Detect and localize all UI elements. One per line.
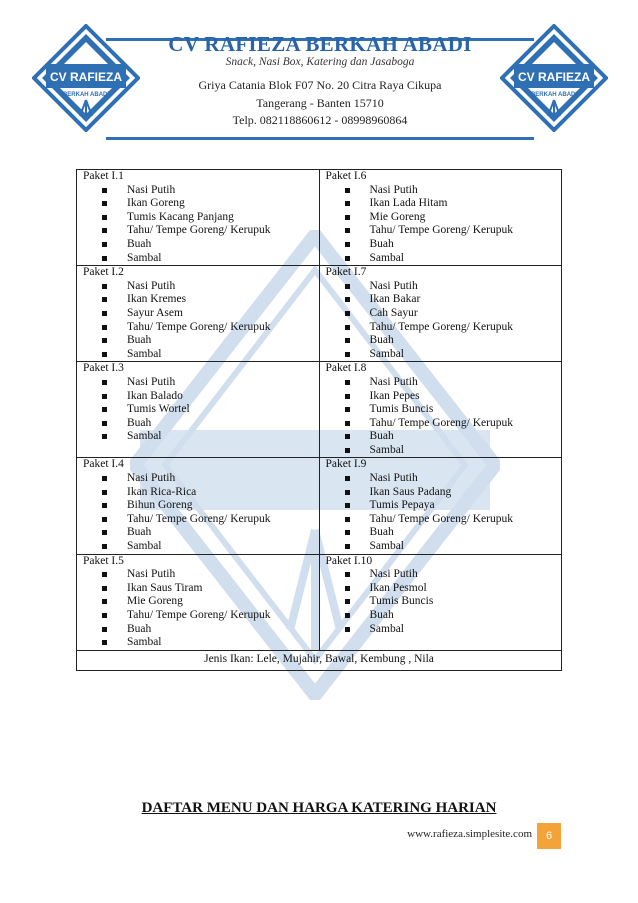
paket-item: Tahu/ Tempe Goreng/ Kerupuk	[97, 321, 319, 335]
paket-item: Ikan Saus Padang	[340, 486, 562, 500]
paket-name: Paket I.9	[325, 458, 367, 471]
paket-item: Tahu/ Tempe Goreng/ Kerupuk	[340, 224, 562, 238]
paket-item: Buah	[340, 430, 562, 444]
paket-item: Tumis Pepaya	[340, 499, 562, 513]
menu-table-body	[77, 170, 562, 671]
paket-item: Tahu/ Tempe Goreng/ Kerupuk	[97, 224, 319, 238]
company-name: CV RAFIEZA BERKAH ABADI	[168, 32, 472, 56]
paket-item: Tahu/ Tempe Goreng/ Kerupuk	[97, 609, 319, 623]
paket-item: Mie Goreng	[97, 595, 319, 609]
company-address-line2: Tangerang - Banten 15710	[256, 96, 384, 110]
paket-item: Ikan Kremes	[97, 293, 319, 307]
paket-item: Ikan Lada Hitam	[340, 197, 562, 211]
paket-item: Ikan Goreng	[97, 197, 319, 211]
paket-cell	[319, 266, 562, 362]
paket-item: Nasi Putih	[97, 376, 319, 390]
paket-name: Paket I.5	[83, 554, 124, 567]
paket-item: Sambal	[97, 252, 319, 266]
paket-item: Bihun Goreng	[97, 499, 319, 513]
paket-item: Sayur Asem	[97, 307, 319, 321]
paket-item-list	[326, 568, 562, 636]
paket-item: Buah	[340, 609, 562, 623]
paket-item: Nasi Putih	[340, 184, 562, 198]
paket-item: Cah Sayur	[340, 307, 562, 321]
paket-cell	[77, 458, 320, 554]
menu-row	[77, 458, 562, 554]
paket-item: Sambal	[340, 444, 562, 458]
paket-item: Tumis Buncis	[340, 595, 562, 609]
paket-item: Tumis Wortel	[97, 403, 319, 417]
paket-item: Tahu/ Tempe Goreng/ Kerupuk	[340, 513, 562, 527]
paket-item: Nasi Putih	[97, 568, 319, 582]
menu-row	[77, 266, 562, 362]
paket-item: Buah	[340, 526, 562, 540]
logo-subtext: BERKAH ABADI	[530, 92, 578, 98]
paket-item: Sambal	[97, 540, 319, 554]
paket-item-list	[83, 280, 319, 362]
logo-subtext: BERKAH ABADI	[62, 92, 110, 98]
paket-cell	[77, 266, 320, 362]
paket-cell	[77, 170, 320, 266]
paket-item-list	[326, 280, 562, 362]
paket-cell	[77, 554, 320, 650]
paket-item: Sambal	[340, 623, 562, 637]
logo-text: CV RAFIEZA	[50, 70, 122, 84]
menu-row	[77, 554, 562, 650]
paket-name: Paket I.4	[83, 458, 124, 471]
menu-table	[76, 169, 562, 671]
footer-website: www.rafieza.simplesite.com	[407, 828, 532, 840]
paket-item: Buah	[97, 526, 319, 540]
paket-item: Ikan Pepes	[340, 390, 562, 404]
menu-row	[77, 170, 562, 266]
fish-types-note: Jenis Ikan: Lele, Mujahir, Bawal, Kembung , Nila	[77, 650, 562, 671]
paket-item: Ikan Pesmol	[340, 582, 562, 596]
paket-item: Nasi Putih	[340, 280, 562, 294]
logo-text: CV RAFIEZA	[518, 70, 590, 84]
paket-item: Buah	[97, 334, 319, 348]
paket-item: Tumis Buncis	[340, 403, 562, 417]
paket-item: Sambal	[340, 348, 562, 362]
company-address-line1: Griya Catania Blok F07 No. 20 Citra Raya Cikupa	[198, 78, 442, 92]
paket-item-list	[83, 472, 319, 554]
paket-item: Sambal	[97, 636, 319, 650]
paket-cell	[77, 362, 320, 458]
paket-item: Mie Goreng	[340, 211, 562, 225]
paket-item: Tahu/ Tempe Goreng/ Kerupuk	[340, 321, 562, 335]
paket-item: Nasi Putih	[97, 184, 319, 198]
paket-item-list	[326, 184, 562, 266]
paket-item: Sambal	[97, 430, 319, 444]
paket-name: Paket I.7	[325, 266, 367, 279]
paket-name: Paket I.3	[83, 362, 124, 375]
paket-cell	[319, 458, 562, 554]
paket-item: Ikan Saus Tiram	[97, 582, 319, 596]
paket-item: Sambal	[97, 348, 319, 362]
paket-name: Paket I.6	[325, 170, 367, 182]
paket-item: Nasi Putih	[340, 472, 562, 486]
menu-row	[77, 362, 562, 458]
paket-cell	[319, 170, 562, 266]
paket-item: Tahu/ Tempe Goreng/ Kerupuk	[340, 417, 562, 431]
paket-item-list	[326, 472, 562, 554]
fish-types-row	[77, 650, 562, 671]
paket-name: Paket I.10	[325, 554, 373, 567]
paket-item-list	[83, 376, 319, 444]
company-tagline: Snack, Nasi Box, Katering dan Jasaboga	[225, 56, 415, 68]
paket-item-list	[83, 568, 319, 650]
document-title: DAFTAR MENU DAN HARGA KATERING HARIAN	[141, 800, 497, 816]
paket-item: Ikan Balado	[97, 390, 319, 404]
paket-item: Buah	[340, 334, 562, 348]
paket-item-list	[326, 376, 562, 458]
paket-item: Buah	[340, 238, 562, 252]
letterhead	[50, 22, 590, 140]
paket-name: Paket I.2	[83, 266, 124, 279]
paket-item: Tahu/ Tempe Goreng/ Kerupuk	[97, 513, 319, 527]
company-phone: Telp. 082118860612 - 08998960864	[232, 113, 408, 127]
paket-name: Paket I.8	[325, 362, 367, 375]
paket-item: Sambal	[340, 540, 562, 554]
paket-item: Tumis Kacang Panjang	[97, 211, 319, 225]
paket-item: Ikan Bakar	[340, 293, 562, 307]
paket-item-list	[83, 184, 319, 266]
paket-item: Buah	[97, 623, 319, 637]
page-number: 6	[537, 823, 561, 849]
paket-item: Sambal	[340, 252, 562, 266]
paket-item: Ikan Rica-Rica	[97, 486, 319, 500]
paket-item: Nasi Putih	[97, 472, 319, 486]
paket-item: Buah	[97, 417, 319, 431]
paket-item: Buah	[97, 238, 319, 252]
paket-item: Nasi Putih	[340, 376, 562, 390]
paket-name: Paket I.1	[83, 170, 124, 182]
paket-item: Nasi Putih	[97, 280, 319, 294]
paket-cell	[319, 554, 562, 650]
paket-item: Nasi Putih	[340, 568, 562, 582]
paket-cell	[319, 362, 562, 458]
